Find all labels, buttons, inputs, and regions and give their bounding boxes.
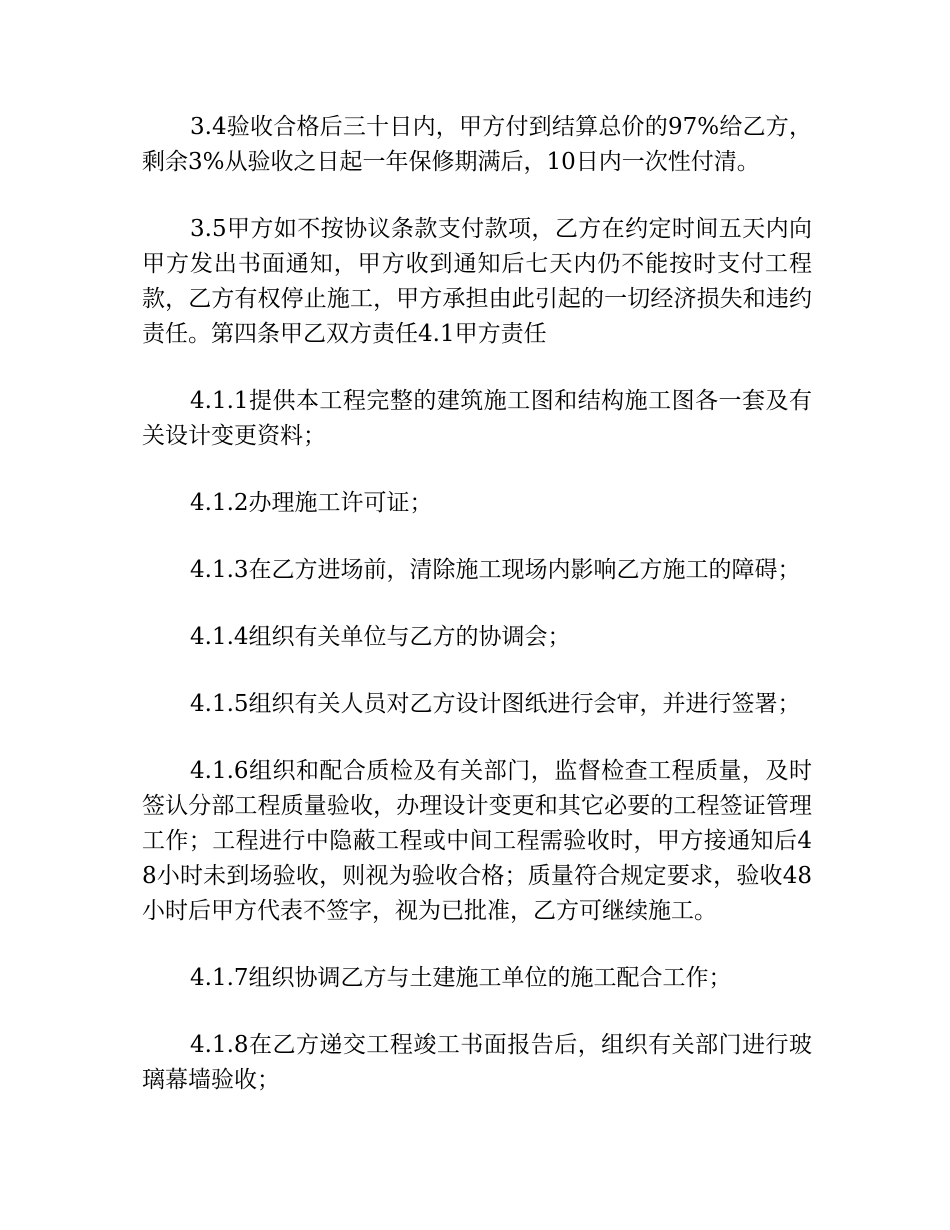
paragraph-4-1-3: 4.1.3在乙方进场前，清除施工现场内影响乙方施工的障碍； [190, 557, 801, 583]
paragraph-4-1-8: 4.1.8在乙方递交工程竣工书面报告后，组织有关部门进行玻璃幕墙验收； [142, 1032, 812, 1093]
paragraph-4-1-5: 4.1.5组织有关人员对乙方设计图纸进行会审，并进行签署； [190, 691, 801, 717]
paragraph-3-4: 3.4验收合格后三十日内，甲方付到结算总价的97%给乙方，剩余3%从验收之日起一年保修期满后，10日内一次性付清。 [142, 114, 812, 175]
paragraph-3-5: 3.5甲方如不按协议条款支付款项，乙方在约定时间五天内向甲方发出书面通知，甲方收到通知后七天内仍不能按时支付工程款，乙方有权停止施工，甲方承担由此引起的一切经济损失和违约责任。第四条甲乙双方责任4.1甲方责任 [142, 216, 812, 347]
document-page [142, 110, 812, 1130]
paragraph-4-1-7: 4.1.7组织协调乙方与土建施工单位的施工配合工作； [190, 965, 732, 991]
paragraph-4-1-6: 4.1.6组织和配合质检及有关部门，监督检查工程质量，及时签认分部工程质量验收，办理设计变更和其它必要的工程签证管理工作；工程进行中隐蔽工程或中间工程需验收时，甲方接通知后48小时未到场验收，则视为验收合格；质量符合规定要求，验收48小时后甲方代表不签字，视为已批准，乙方可继续施工。 [142, 758, 812, 924]
paragraph-4-1-1: 4.1.1提供本工程完整的建筑施工图和结构施工图各一套及有关设计变更资料； [142, 388, 812, 449]
paragraph-4-1-4: 4.1.4组织有关单位与乙方的协调会； [190, 624, 571, 650]
paragraph-4-1-2: 4.1.2办理施工许可证； [190, 490, 433, 516]
